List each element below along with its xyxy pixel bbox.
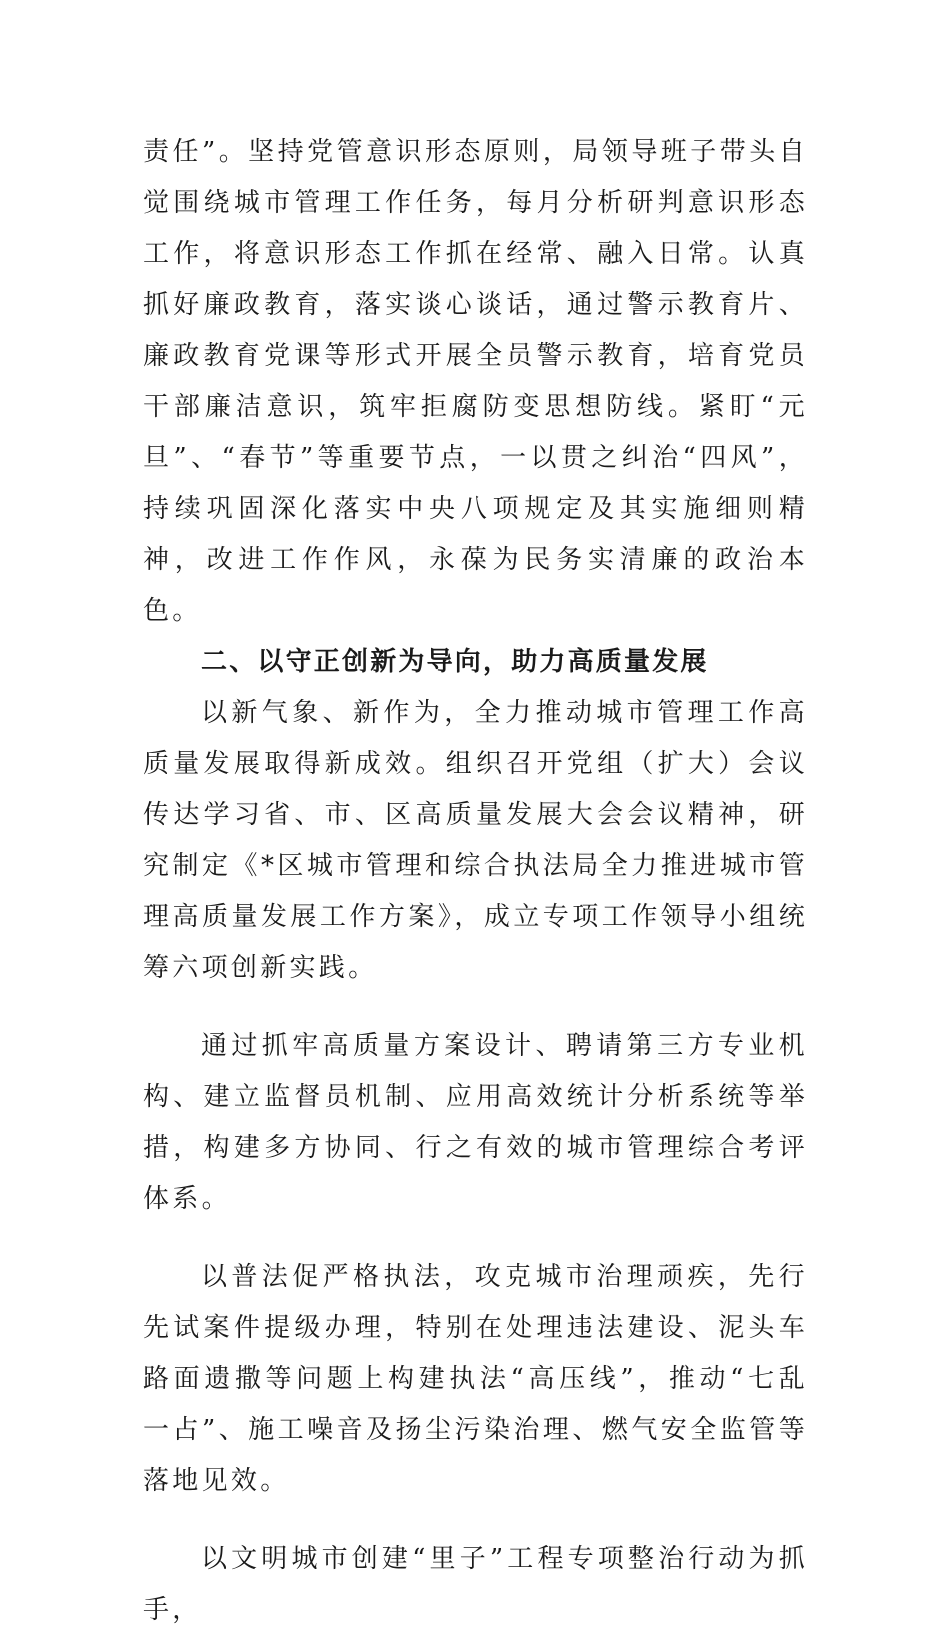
paragraph-responsibility: 责任”。坚持党管意识形态原则，局领导班子带头自觉围绕城市管理工作任务，每月分析研判意识形态工作，将意识形态工作抓在经常、融入日常。认真抓好廉政教育，落实谈心谈话，通过警示教育片、廉政教育党课等形式开展全员警示教育，培育党员干部廉洁意识，筑牢拒腐防变思想防线。紧盯“元旦”、“春节”等重要节点，一以贯之纠治“四风”，持续巩固深化落实中央八项规定及其实施细则精神，改进工作作风，永葆为民务实清廉的政治本色。 (143, 137, 808, 626)
document-page (143, 127, 808, 1636)
paragraph-high-quality: 以新气象、新作为，全力推动城市管理工作高质量发展取得新成效。组织召开党组（扩大）会议传达学习省、市、区高质量发展大会会议精神，研究制定《*区城市管理和综合执法局全力推进城市管理高质量发展工作方案》，成立专项工作领导小组统筹六项创新实践。 (143, 698, 808, 983)
paragraph-evaluation-system: 通过抓牢高质量方案设计、聘请第三方专业机构、建立监督员机制、应用高效统计分析系统等举措，构建多方协同、行之有效的城市管理综合考评体系。 (143, 1031, 808, 1214)
paragraph-civilized-city: 以文明城市创建“里子”工程专项整治行动为抓手， (143, 1544, 808, 1625)
section-heading-2: 二、以守正创新为导向，助力高质量发展 (201, 647, 709, 677)
paragraph-law-enforcement: 以普法促严格执法，攻克城市治理顽疾，先行先试案件提级办理，特别在处理违法建设、泥头车路面遗撒等问题上构建执法“高压线”，推动“七乱一占”、施工噪音及扬尘污染治理、燃气安全监管等落地见效。 (143, 1262, 808, 1496)
